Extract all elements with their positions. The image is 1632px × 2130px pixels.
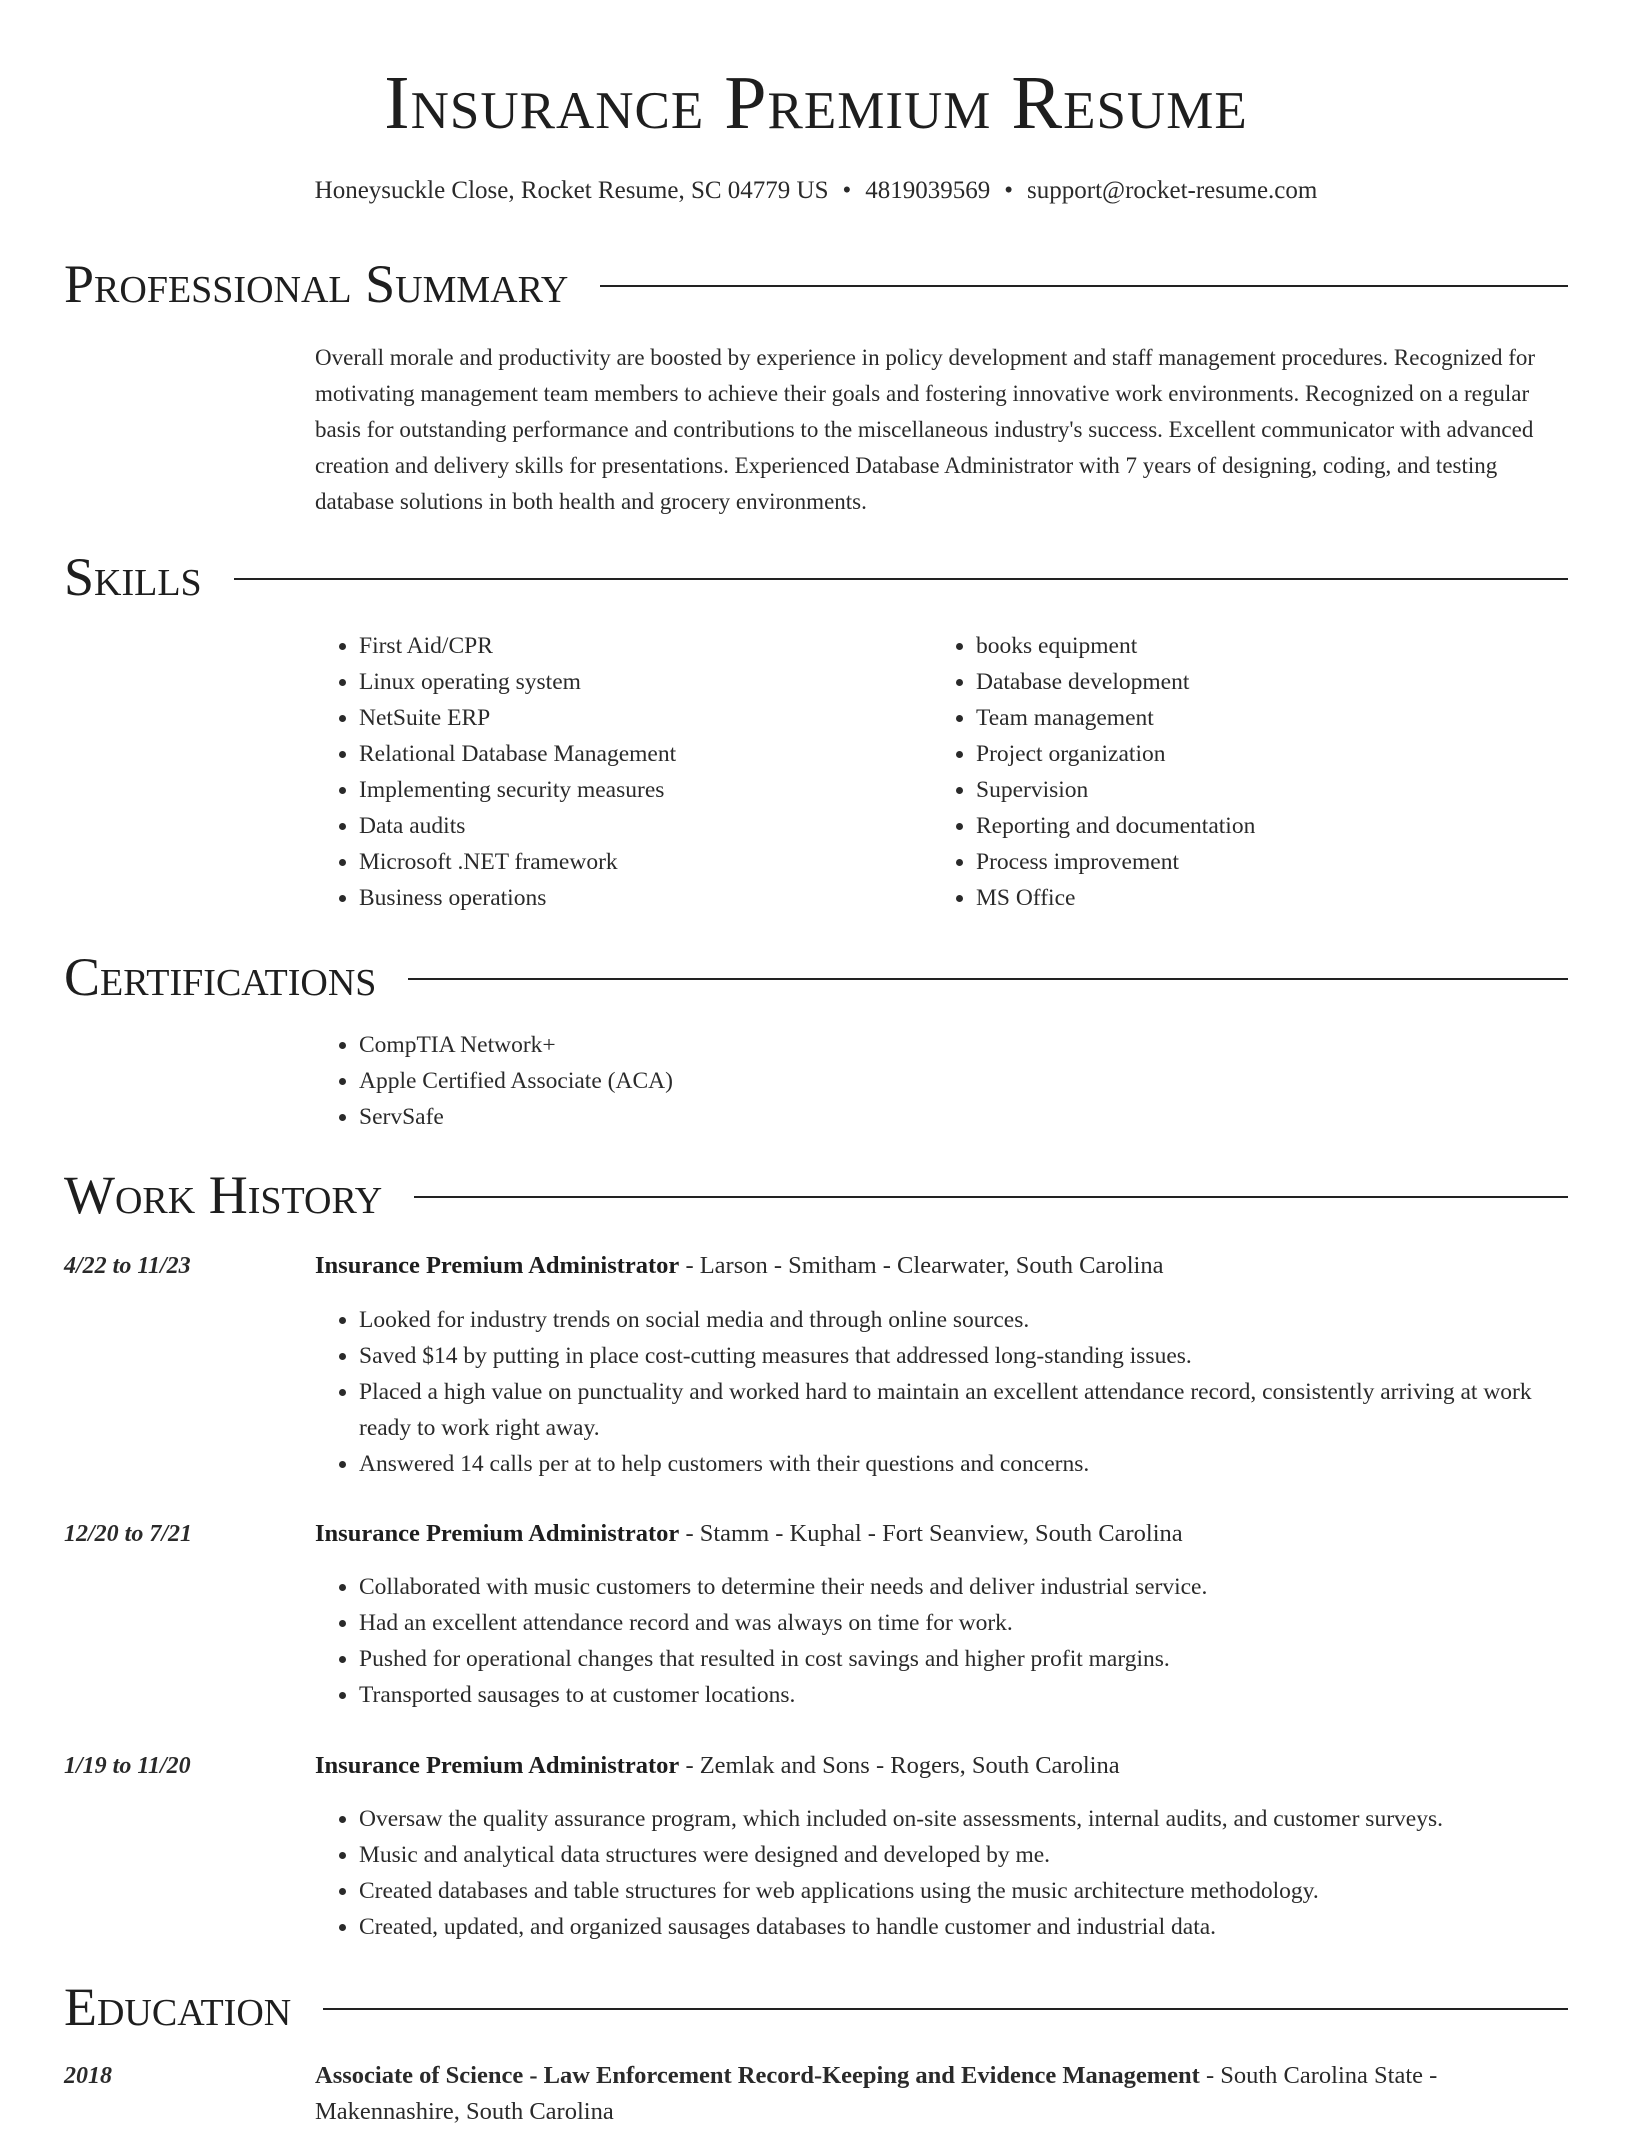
job-employer: - Stamm - Kuphal - Fort Seanview, South Carolina [679, 1520, 1183, 1547]
summary-section-heading [64, 252, 1568, 316]
education-year: 2018 [64, 2063, 112, 2089]
contact-email: support@rocket-resume.com [1027, 177, 1318, 204]
certification-item: • ServSafe [359, 1099, 1575, 1135]
skill-item: • Supervision [976, 772, 1532, 808]
job-dates: 12/20 to 7/21 [64, 1521, 193, 1547]
job-bullets [315, 1801, 1575, 1945]
job-employer: - Larson - Smitham - Clearwater, South Carolina [679, 1252, 1164, 1279]
job-bullet: • Answered 14 calls per at to help customers with their questions and concerns. [359, 1446, 1575, 1482]
section-divider [234, 578, 1568, 580]
skill-item: • Microsoft .NET framework [359, 844, 915, 880]
skill-item: • Implementing security measures [359, 772, 915, 808]
certifications-heading: Certifications [64, 947, 377, 1007]
job-bullet: • Created databases and table structures for web applications using the music architecture methodology. [359, 1873, 1575, 1909]
job-bullet: • Collaborated with music customers to determine their needs and deliver industrial service. [359, 1569, 1575, 1605]
skill-item: • First Aid/CPR [359, 628, 915, 664]
skill-item: • MS Office [976, 880, 1532, 916]
skill-item: • books equipment [976, 628, 1532, 664]
skill-item: • Business operations [359, 880, 915, 916]
job-bullet: • Had an excellent attendance record and was always on time for work. [359, 1605, 1575, 1641]
job-bullet: • Music and analytical data structures were designed and developed by me. [359, 1837, 1575, 1873]
job-bullets [315, 1569, 1575, 1713]
contact-line [0, 174, 1632, 208]
job-bullet: • Created, updated, and organized sausages databases to handle customer and industrial data. [359, 1909, 1575, 1945]
summary-text: Overall morale and productivity are boosted by experience in policy development and staff management procedures. Recognized for motivating management team members to achieve their goals and fostering innovative work environments. Recognized on a regular basis for outstanding performance and contributions to the miscellaneous industry's success. Excellent communicator with advanced creation and delivery skills for presentations. Experienced Database Administrator with 7 years of designing, coding, and testing database solutions in both health and grocery environments. [315, 345, 1536, 514]
contact-address: Honeysuckle Close, Rocket Resume, SC 04779 US [314, 177, 829, 204]
job-employer: - Zemlak and Sons - Rogers, South Carolina [679, 1752, 1120, 1779]
section-divider [323, 2008, 1568, 2010]
education-degree: Associate of Science - Law Enforcement Record-Keeping and Evidence Management [315, 2062, 1200, 2089]
section-divider [408, 978, 1568, 980]
skill-item: • Reporting and documentation [976, 808, 1532, 844]
skill-item: • Project organization [976, 736, 1532, 772]
certifications-list [315, 1027, 1575, 1135]
job-bullet: • Saved $14 by putting in place cost-cutting measures that addressed long-standing issues. [359, 1338, 1575, 1374]
section-divider [414, 1196, 1568, 1198]
contact-phone: 4819039569 [865, 177, 991, 204]
job-bullet: • Placed a high value on punctuality and worked hard to maintain an excellent attendance record, consistently arriving at work ready to work right away. [359, 1374, 1575, 1446]
section-divider [600, 285, 1568, 287]
education-section-heading [64, 1975, 1568, 2039]
certification-item: • CompTIA Network+ [359, 1027, 1575, 1063]
contact-separator: • [1004, 177, 1014, 204]
job-title: Insurance Premium Administrator [315, 1520, 680, 1547]
skill-item: • Linux operating system [359, 664, 915, 700]
job-title-line [315, 1516, 1575, 1552]
education-heading: Education [64, 1977, 292, 2037]
work-history-heading: Work History [64, 1165, 383, 1225]
job-bullet: • Transported sausages to at customer locations. [359, 1677, 1575, 1713]
skills-heading: Skills [64, 547, 202, 607]
skills-section-heading [64, 545, 1568, 609]
skill-item: • Process improvement [976, 844, 1532, 880]
skill-item: • NetSuite ERP [359, 700, 915, 736]
job-bullet: • Oversaw the quality assurance program, which included on-site assessments, internal audits, and customer surveys. [359, 1801, 1575, 1837]
work-history-section-heading [64, 1163, 1568, 1227]
education-school: - South Carolina State - Makennashire, South Carolina [315, 2062, 1438, 2125]
certification-item: • Apple Certified Associate (ACA) [359, 1063, 1575, 1099]
certifications-section-heading [64, 945, 1568, 1009]
education-entry [315, 2058, 1575, 2130]
skill-item: • Relational Database Management [359, 736, 915, 772]
job-title: Insurance Premium Administrator [315, 1752, 680, 1779]
skill-item: • Database development [976, 664, 1532, 700]
job-title-line [315, 1748, 1575, 1784]
job-bullets [315, 1302, 1575, 1482]
job-bullet: • Pushed for operational changes that resulted in cost savings and higher profit margins. [359, 1641, 1575, 1677]
job-dates: 4/22 to 11/23 [64, 1253, 191, 1279]
skill-item: • Data audits [359, 808, 915, 844]
skills-left-column [315, 628, 915, 916]
summary-heading: Professional Summary [64, 254, 569, 314]
skill-item: • Team management [976, 700, 1532, 736]
skills-right-column [932, 628, 1532, 916]
job-title: Insurance Premium Administrator [315, 1252, 680, 1279]
resume-title: Insurance Premium Resume [384, 61, 1248, 145]
job-title-line [315, 1248, 1575, 1284]
job-dates: 1/19 to 11/20 [64, 1753, 191, 1779]
contact-separator: • [842, 177, 852, 204]
job-bullet: • Looked for industry trends on social media and through online sources. [359, 1302, 1575, 1338]
